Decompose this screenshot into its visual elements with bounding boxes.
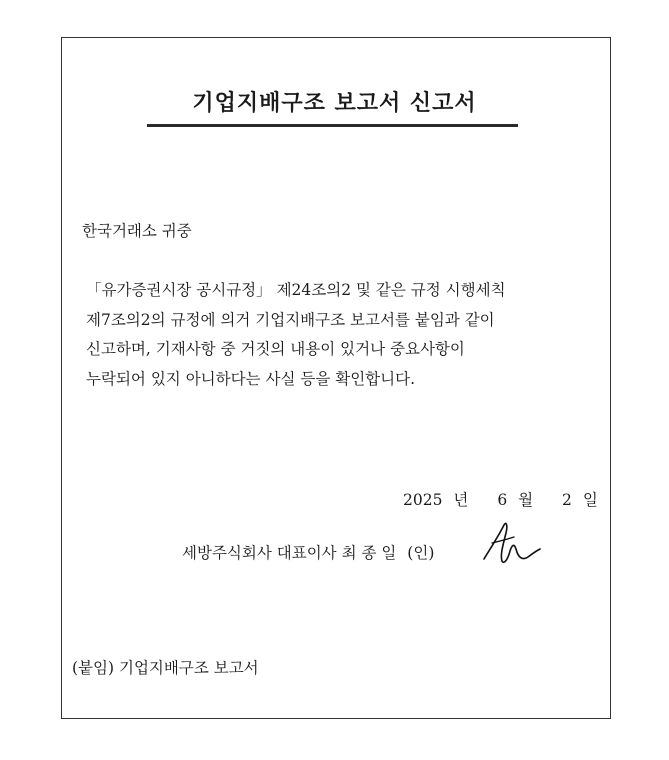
signer-line — [182, 541, 434, 563]
declaration-body — [86, 276, 606, 394]
attachment-note: (붙임) 기업지배구조 보고서 — [72, 659, 259, 677]
document-title: 기업지배구조 보고서 신고서 — [192, 91, 477, 116]
date-year: 2025 — [403, 491, 443, 509]
body-line: 「유가증권시장 공시규정」 제24조의2 및 같은 규정 시행세칙 — [86, 281, 506, 299]
title-underline — [147, 124, 518, 127]
body-line: 제7조의2의 규정에 의거 기업지배구조 보고서를 붙임과 같이 — [86, 310, 495, 329]
handwritten-signature — [470, 519, 542, 569]
body-line: 누락되어 있지 아니하다는 사실 등을 확인합니다. — [86, 369, 416, 388]
addressee: 한국거래소 귀중 — [82, 222, 192, 240]
signer-name: 세방주식회사 대표이사 최 종 일 — [182, 544, 397, 562]
seal-label: (인) — [407, 544, 435, 562]
filing-date — [403, 488, 598, 510]
date-day: 2 — [562, 491, 572, 509]
date-month: 6 — [497, 491, 508, 509]
date-year-unit: 년 — [453, 491, 469, 509]
date-month-unit: 월 — [518, 491, 534, 509]
date-day-unit: 일 — [582, 491, 598, 509]
body-line: 신고하며, 기재사항 중 거짓의 내용이 있거나 중요사항이 — [86, 340, 465, 358]
